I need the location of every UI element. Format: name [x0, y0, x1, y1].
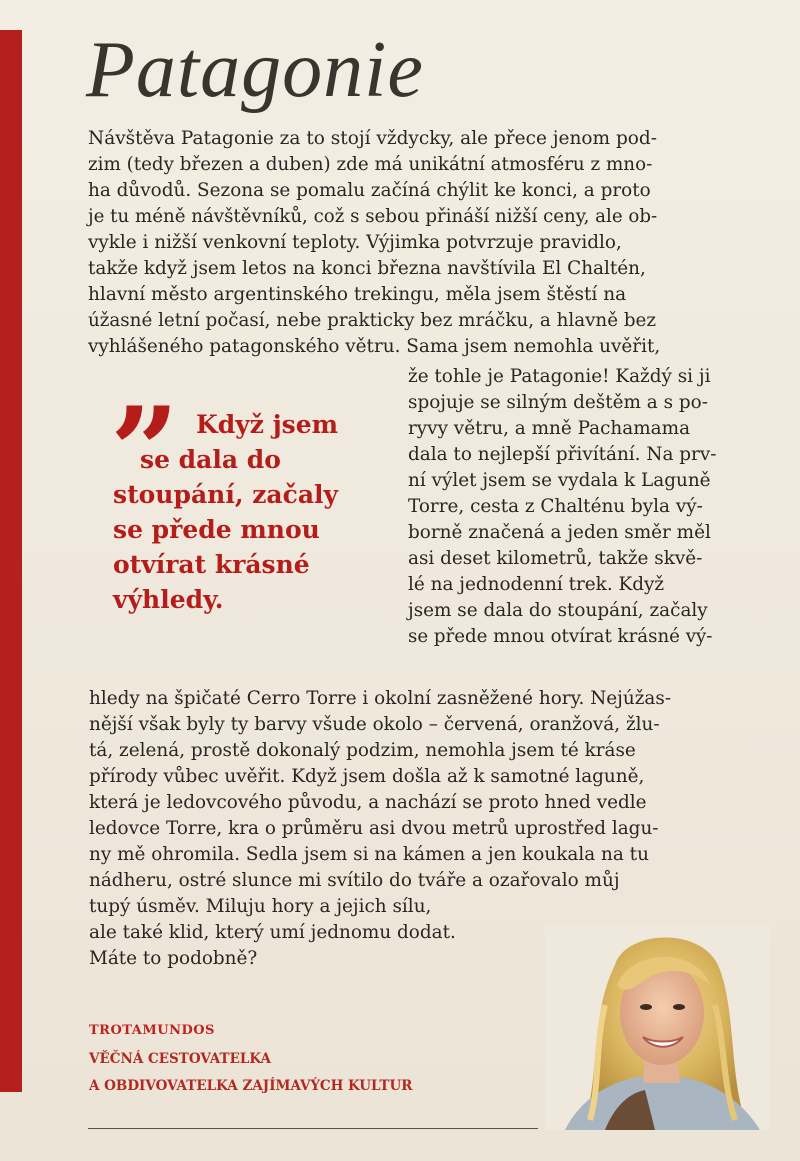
body-line: je tu méně návštěvníků, což s sebou přináší nižší ceny, ale ob- — [88, 206, 658, 227]
body-line: ní výlet jsem se vydala k Laguně — [408, 470, 711, 491]
pull-quote-line: stoupání, začaly — [113, 480, 339, 509]
body-line: Torre, cesta z Chalténu byla vý- — [408, 496, 703, 517]
body-line: vyhlášeného patagonského větru. Sama jsem nemohla uvěřit, — [88, 336, 661, 357]
body-line: ale také klid, který umí jednomu dodat. — [89, 922, 456, 943]
body-line: ha důvodů. Sezona se pomalu začíná chýlit ke konci, a proto — [88, 180, 651, 201]
body-line: zim (tedy březen a duben) zde má unikátní atmosféru z mno- — [88, 154, 653, 175]
body-line: asi deset kilometrů, takže skvě- — [408, 548, 703, 569]
pull-quote-line: se dala do — [140, 445, 281, 474]
pull-quote-line: výhledy. — [113, 585, 224, 614]
body-line: nádheru, ostré slunce mi svítilo do tváře a ozařovalo můj — [89, 870, 620, 891]
body-line: úžasné letní počasí, nebe prakticky bez mráčku, a hlavně bez — [88, 310, 656, 331]
body-line: která je ledovcového původu, a nachází se proto hned vedle — [89, 792, 647, 813]
body-line: ryvy větru, a mně Pachamama — [408, 418, 691, 439]
body-line: tupý úsměv. Miluju hory a jejich sílu, — [89, 896, 432, 917]
footer-rule — [88, 1128, 538, 1129]
body-line: spojuje se silným deštěm a s po- — [408, 392, 708, 413]
body-line: jsem se dala do stoupání, začaly — [408, 600, 708, 621]
body-line: ledovce Torre, kra o průměru asi dvou metrů uprostřed lagu- — [89, 818, 659, 839]
body-line: se přede mnou otvírat krásné vý- — [408, 626, 713, 647]
body-line: vykle i nižší venkovní teploty. Výjimka potvrzuje pravidlo, — [88, 232, 622, 253]
body-line: že tohle je Patagonie! Každý si ji — [408, 366, 711, 387]
body-line: dala to nejlepší přivítání. Na prv- — [408, 444, 717, 465]
author-description-line: VĚČNÁ CESTOVATELKA — [89, 1051, 272, 1067]
body-line: ny mě ohromila. Sedla jsem si na kámen a jen koukala na tu — [89, 844, 649, 865]
body-line: borně značená a jeden směr měl — [408, 522, 711, 543]
body-line: hlavní město argentinského trekingu, měla jsem štěstí na — [88, 284, 627, 305]
pull-quote-line: Když jsem — [196, 410, 339, 439]
page-title: Patagonie — [86, 26, 424, 114]
body-line: Máte to podobně? — [89, 948, 258, 969]
pull-quote-line: se přede mnou — [113, 515, 320, 544]
author-photo — [545, 925, 770, 1130]
body-line: tá, zelená, prostě dokonalý podzim, nemohla jsem té kráse — [89, 740, 636, 761]
body-line: takže když jsem letos na konci března navštívila El Chaltén, — [88, 258, 646, 279]
author-name: TROTAMUNDOS — [89, 1023, 215, 1038]
red-side-bar — [0, 30, 22, 1092]
author-description-line: A OBDIVOVATELKA ZAJÍMAVÝCH KULTUR — [89, 1078, 413, 1094]
body-line: nější však byly ty barvy všude okolo – červená, oranžová, žlu- — [89, 714, 660, 735]
body-line: přírody vůbec uvěřit. Když jsem došla až k samotné laguně, — [89, 766, 645, 787]
body-line: hledy na špičaté Cerro Torre i okolní zasněžené hory. Nejúžas- — [89, 688, 672, 709]
pull-quote-line: otvírat krásné — [113, 550, 310, 579]
body-line: Návštěva Patagonie za to stojí vždycky, ale přece jenom pod- — [88, 128, 658, 149]
body-line: lé na jednodenní trek. Když — [408, 574, 665, 595]
quote-mark-icon: ” — [110, 381, 180, 522]
